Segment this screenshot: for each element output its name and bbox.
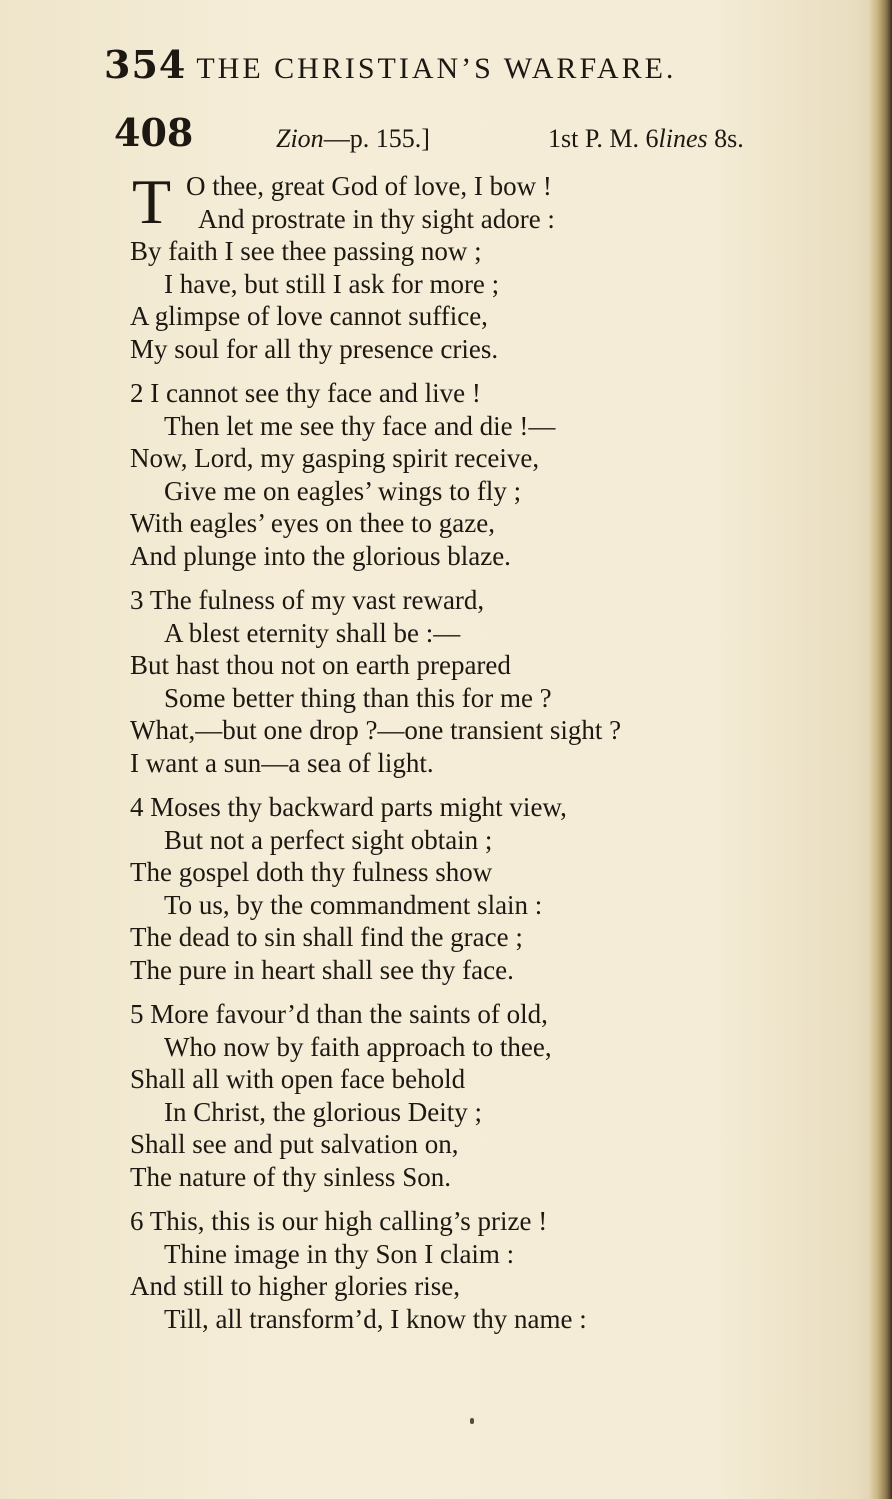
stanza-4 bbox=[130, 791, 830, 986]
verse-line: But not a perfect sight obtain ; bbox=[164, 824, 493, 855]
stanza-2 bbox=[130, 377, 830, 572]
verse-line: Thine image in thy Son I claim : bbox=[164, 1238, 515, 1269]
verse-line: 3 The fulness of my vast reward, bbox=[130, 585, 485, 615]
verse-line: 2 I cannot see thy face and live ! bbox=[130, 378, 481, 408]
verse-line: 6 This, this is our high calling’s prize ! bbox=[130, 1206, 548, 1236]
verse-line: To us, by the commandment slain : bbox=[164, 889, 543, 920]
tune-reference bbox=[276, 124, 430, 154]
stanza-1 bbox=[130, 166, 830, 365]
verse-line: The pure in heart shall see thy face. bbox=[130, 954, 514, 985]
tune-name: Zion bbox=[276, 124, 324, 153]
verse-line: By faith I see thee passing now ; bbox=[130, 236, 482, 266]
verse-line: With eagles’ eyes on thee to gaze, bbox=[130, 508, 496, 538]
verse-line: I have, but still I ask for more ; bbox=[164, 268, 500, 299]
verse-line: Shall see and put salvation on, bbox=[130, 1129, 459, 1159]
meter-lines: lines bbox=[658, 124, 708, 153]
drop-cap: T bbox=[132, 166, 172, 237]
verse-line: A glimpse of love cannot suffice, bbox=[130, 301, 488, 331]
stanza-5 bbox=[130, 998, 830, 1193]
verse-line: Then let me see thy face and die !— bbox=[164, 410, 556, 441]
verse-line: The dead to sin shall find the grace ; bbox=[130, 922, 523, 952]
meter-prefix: 1st P. M. 6 bbox=[548, 124, 659, 153]
meter-suffix: 8s. bbox=[707, 124, 744, 153]
stanza-3 bbox=[130, 584, 830, 779]
verse-line: O thee, great God of love, I bow ! bbox=[186, 171, 552, 201]
verse-line: Who now by faith approach to thee, bbox=[164, 1031, 552, 1062]
verse-line: And prostrate in thy sight adore : bbox=[198, 203, 555, 234]
verse-line: The nature of thy sinless Son. bbox=[130, 1161, 451, 1192]
hymn-number: 408 bbox=[114, 110, 194, 155]
verse-line: Give me on eagles’ wings to fly ; bbox=[164, 475, 522, 506]
verse-line: What,—but one drop ?—one transient sight ? bbox=[130, 715, 622, 745]
verse-line: But hast thou not on earth prepared bbox=[130, 650, 511, 680]
hymn-heading bbox=[114, 110, 824, 160]
verse-line: 5 More favour’d than the saints of old, bbox=[130, 999, 548, 1029]
verse-line: Shall all with open face behold bbox=[130, 1064, 466, 1094]
stanza-6 bbox=[130, 1205, 830, 1335]
verse-line: 4 Moses thy backward parts might view, bbox=[130, 792, 567, 822]
running-title: THE CHRISTIAN’S WARFARE. bbox=[196, 52, 677, 85]
meter bbox=[548, 124, 744, 154]
running-header bbox=[104, 42, 824, 92]
verse-line: A blest eternity shall be :— bbox=[164, 617, 461, 648]
verse-line: And still to higher glories rise, bbox=[130, 1271, 460, 1301]
verse-line: I want a sun—a sea of light. bbox=[130, 747, 434, 778]
ink-speck bbox=[470, 1418, 474, 1424]
tune-page: —p. 155.] bbox=[323, 124, 430, 153]
page-edge bbox=[868, 0, 892, 1499]
verse-line: Some better thing than this for me ? bbox=[164, 682, 552, 713]
page-number: 354 bbox=[104, 42, 187, 87]
hymn-text bbox=[130, 166, 830, 1347]
verse-line: And plunge into the glorious blaze. bbox=[130, 540, 511, 571]
verse-line: Till, all transform’d, I know thy name : bbox=[164, 1303, 587, 1334]
verse-line: In Christ, the glorious Deity ; bbox=[164, 1096, 482, 1127]
verse-line: The gospel doth thy fulness show bbox=[130, 857, 493, 887]
verse-line: Now, Lord, my gasping spirit receive, bbox=[130, 443, 540, 473]
verse-line: My soul for all thy presence cries. bbox=[130, 333, 499, 364]
